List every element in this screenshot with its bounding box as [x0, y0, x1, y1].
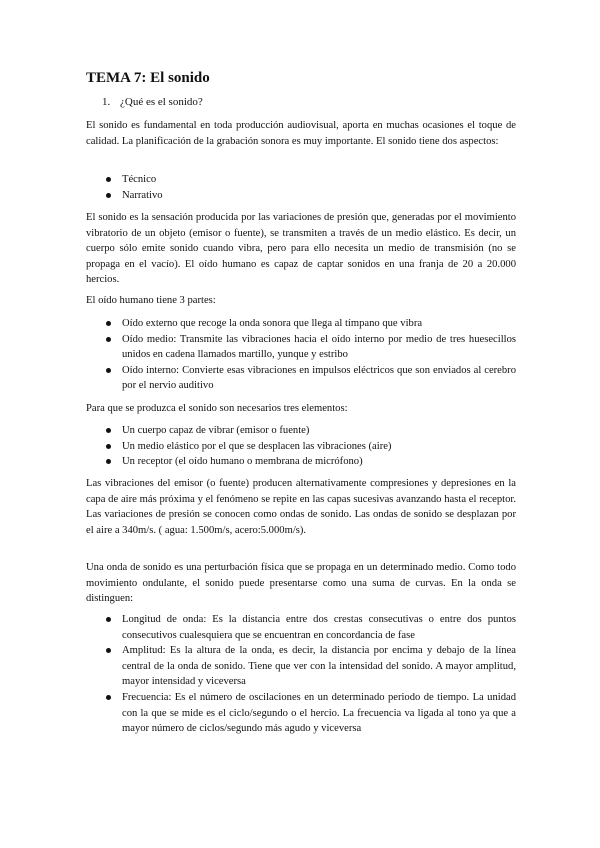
- ear-parts-list: [86, 316, 516, 394]
- list-item: Narrativo: [86, 188, 516, 204]
- paragraph-elements-intro: Para que se produzca el sonido son necesarios tres elementos:: [86, 403, 348, 414]
- paragraph-intro: El sonido es fundamental en toda producción audiovisual, aporta en muchas ocasiones el toque de calidad. La planificación de la grabación sonora es muy importante. El sonido tiene dos aspectos:: [86, 120, 516, 147]
- elements-list: [86, 423, 516, 470]
- list-item: Técnico: [86, 172, 516, 188]
- list-item: Oído interno: Convierte esas vibraciones en impulsos eléctricos que son enviados al cerebro por el nervio auditivo: [86, 363, 516, 394]
- paragraph-ear-intro: El oído humano tiene 3 partes:: [86, 295, 216, 306]
- page-title: TEMA 7: El sonido: [86, 70, 210, 86]
- heading-text: ¿Qué es el sonido?: [120, 96, 203, 108]
- list-item: Longitud de onda: Es la distancia entre dos crestas consecutivas o entre dos puntos consecutivos cualesquiera que se encuentran en concordancia de fase: [86, 612, 516, 643]
- list-item: Oído externo que recoge la onda sonora que llega al tímpano que vibra: [86, 316, 516, 332]
- list-item: Frecuencia: Es el número de oscilaciones en un determinado periodo de tiempo. La unidad con la que se mide es el ciclo/segundo o el hercio. La frecuencia va ligada al tono ya que a mayor número de ciclos/segundo más agudo y viceversa: [86, 690, 516, 737]
- list-item: Un cuerpo capaz de vibrar (emisor o fuente): [86, 423, 516, 439]
- numbered-heading: [102, 96, 203, 108]
- heading-number: 1.: [102, 96, 111, 108]
- paragraph-definition: El sonido es la sensación producida por las variaciones de presión que, generadas por el movimiento vibratorio de un objeto (emisor o fuente), se transmiten a través de un medio elástico. Es decir, un cuerpo sólo emite sonido cuando vibra, pero para ello necesita un medio de transmisión (no se propaga en el vacío). El oído humano es capaz de captar sonidos en una franja de 20 a 20.000 hercios.: [86, 212, 516, 286]
- list-item: Oído medio: Transmite las vibraciones hacia el oído interno por medio de tres huesecillos unidos en cadena llamados martillo, yunque y estribo: [86, 332, 516, 363]
- list-item: Un receptor (el oído humano o membrana de micrófono): [86, 454, 516, 470]
- aspects-list: [86, 172, 516, 203]
- list-item: Un medio elástico por el que se desplacen las vibraciones (aire): [86, 439, 516, 455]
- paragraph-wave: Una onda de sonido es una perturbación física que se propaga en un determinado medio. Como todo movimiento ondulante, el sonido puede presentarse como una suma de curvas. En la onda se distinguen:: [86, 562, 516, 605]
- wave-parts-list: [86, 612, 516, 737]
- paragraph-vibrations: Las vibraciones del emisor (o fuente) producen alternativamente compresiones y depresiones en la capa de aire más próxima y el fenómeno se repite en las capas sucesivas avanzando hasta el receptor. Las variaciones de presión se conocen como ondas de sonido. Las ondas de sonido se desplazan por el aire a 340m/s. ( agua: 1.500m/s, acero:5.000m/s).: [86, 478, 516, 536]
- list-item: Amplitud: Es la altura de la onda, es decir, la distancia por encima y debajo de la línea central de la onda de sonido. Tiene que ver con la intensidad del sonido. A mayor amplitud, mayor intensidad y viceversa: [86, 643, 516, 690]
